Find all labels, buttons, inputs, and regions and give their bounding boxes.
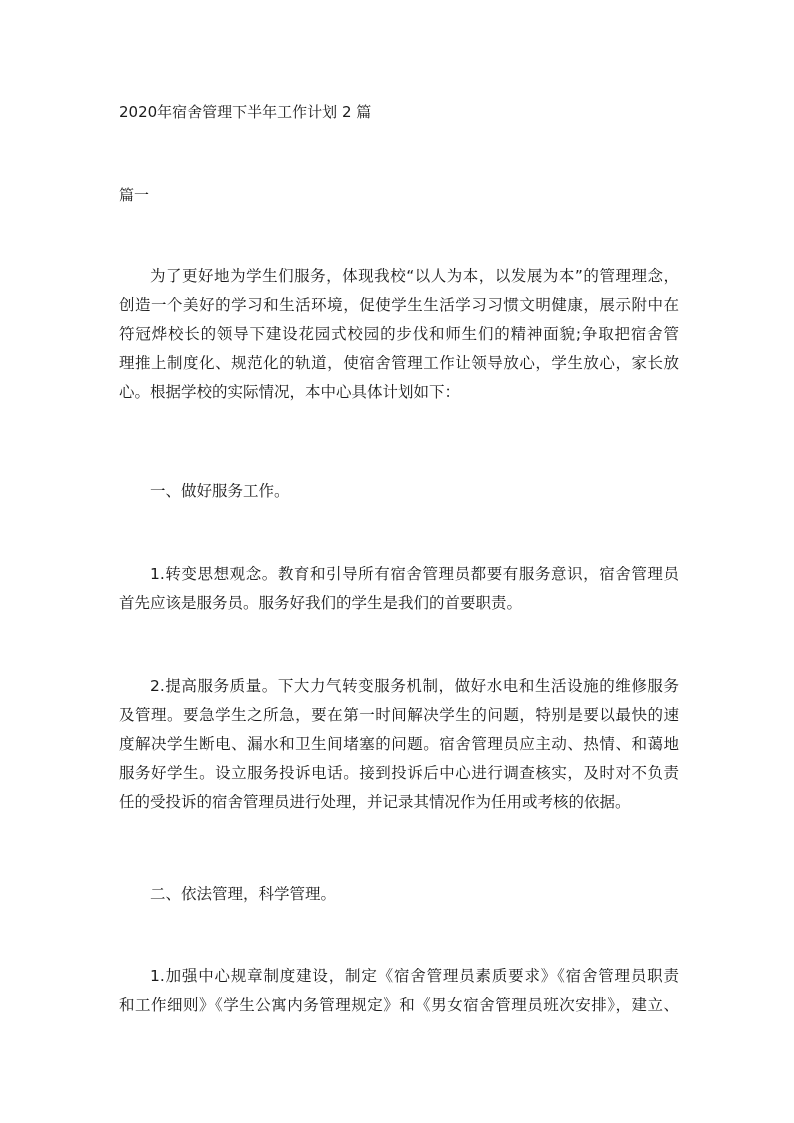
paragraph-line: 度解决学生断电、漏水和卫生间堵塞的问题。宿舍管理员应主动、热情、和蔼地	[119, 735, 679, 753]
paragraph-line: 2.提高服务质量。下大力气转变服务机制，做好水电和生活设施的维修服务	[150, 677, 679, 695]
paragraph-line: 符冠烨校长的领导下建设花园式校园的步伐和师生们的精神面貌;争取把宿舍管	[119, 325, 679, 343]
paragraph-line: 创造一个美好的学习和生活环境，促使学生生活学习习惯文明健康，展示附中在	[119, 296, 679, 314]
paragraph-line: 1.加强中心规章制度建设，制定《宿舍管理员素质要求》《宿舍管理员职责	[150, 967, 679, 985]
paragraph-line: 为了更好地为学生们服务，体现我校“以人为本，以发展为本”的管理理念，	[150, 267, 679, 285]
paragraph-line: 心。根据学校的实际情况，本中心具体计划如下：	[119, 383, 461, 401]
paragraph-line: 及管理。要急学生之所急，要在第一时间解决学生的问题，特别是要以最快的速	[119, 706, 679, 724]
heading-service: 一、做好服务工作。	[150, 482, 290, 500]
item-1-2-paragraph	[119, 672, 679, 817]
paragraph-line: 1.转变思想观念。教育和引导所有宿舍管理员都要有服务意识，宿舍管理员	[150, 565, 679, 583]
item-2-1-paragraph	[119, 962, 679, 1020]
item-1-1-paragraph	[119, 560, 679, 618]
paragraph-line: 任的受投诉的宿舍管理员进行处理，并记录其情况作为任用或考核的依据。	[119, 793, 631, 811]
document-title: 2020年宿舍管理下半年工作计划 2 篇	[119, 103, 372, 121]
paragraph-line: 和工作细则》《学生公寓内务管理规定》和《男女宿舍管理员班次安排》，建立、	[119, 996, 679, 1014]
heading-management: 二、依法管理，科学管理。	[150, 885, 337, 903]
section-label: 篇一	[119, 186, 150, 204]
paragraph-line: 服务好学生。设立服务投诉电话。接到投诉后中心进行调查核实，及时对不负责	[119, 764, 679, 782]
intro-paragraph	[119, 262, 679, 407]
paragraph-line: 理推上制度化、规范化的轨道，使宿舍管理工作让领导放心，学生放心，家长放	[119, 354, 679, 372]
paragraph-line: 首先应该是服务员。服务好我们的学生是我们的首要职责。	[119, 594, 523, 612]
